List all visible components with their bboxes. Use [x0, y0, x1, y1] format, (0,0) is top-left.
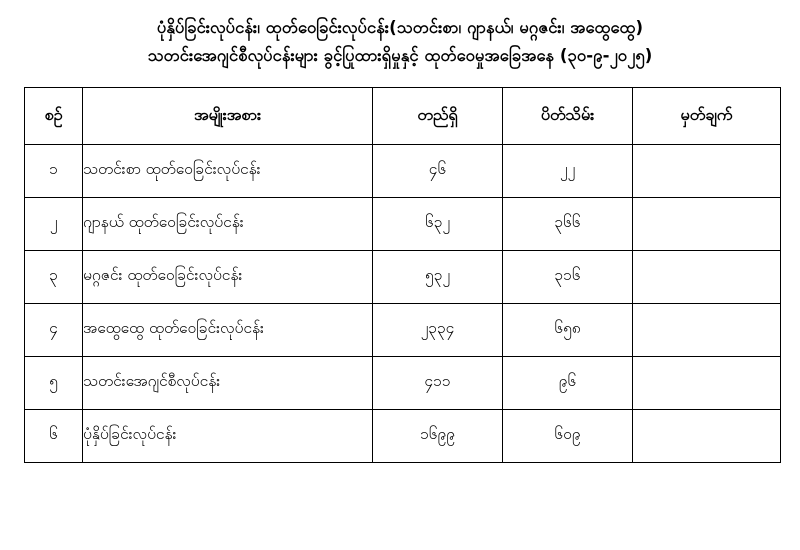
cell-type: သတင်းစာ ထုတ်ဝေခြင်းလုပ်ငန်း — [83, 144, 373, 197]
cell-type: သတင်းအေဂျင်စီလုပ်ငန်း — [83, 356, 373, 409]
cell-existing: ၆၃၂ — [373, 197, 503, 250]
cell-type: ဂျာနယ် ထုတ်ဝေခြင်းလုပ်ငန်း — [83, 197, 373, 250]
cell-existing: ၄၆ — [373, 144, 503, 197]
table-row — [25, 303, 781, 356]
cell-remark — [633, 356, 781, 409]
cell-remark — [633, 197, 781, 250]
title-line-1: ပုံနှိပ်ခြင်းလုပ်ငန်း၊ ထုတ်ဝေခြင်းလုပ်ငန်း(သတင်းစာ၊ ဂျာနယ်၊ မဂ္ဂဇင်း၊ အထွေထွေ) — [156, 18, 644, 37]
cell-type: ပုံနှိပ်ခြင်းလုပ်ငန်း — [83, 409, 373, 462]
table-row — [25, 250, 781, 303]
cell-existing: ၅၃၂ — [373, 250, 503, 303]
cell-remark — [633, 250, 781, 303]
cell-no: ၆ — [25, 409, 83, 462]
column-header-no: စဉ် — [25, 87, 83, 144]
column-header-existing: တည်ရှိ — [373, 87, 503, 144]
title-line-2: သတင်းအေဂျင်စီလုပ်ငန်းများ ခွင့်ပြုထားရှိမှုနှင့် ထုတ်ဝေမှုအခြေအနေ (၃၀-၉-၂၀၂၅) — [147, 46, 653, 66]
cell-no: ၄ — [25, 303, 83, 356]
table-row — [25, 144, 781, 197]
publishing-statistics-table — [24, 87, 781, 463]
column-header-closed: ပိတ်သိမ်း — [503, 87, 633, 144]
cell-type: မဂ္ဂဇင်း ထုတ်ဝေခြင်းလုပ်ငန်း — [83, 250, 373, 303]
cell-type: အထွေထွေ ထုတ်ဝေခြင်းလုပ်ငန်း — [83, 303, 373, 356]
cell-no: ၃ — [25, 250, 83, 303]
cell-closed: ၃၁၆ — [503, 250, 633, 303]
table-row — [25, 197, 781, 250]
cell-no: ၁ — [25, 144, 83, 197]
document-title — [30, 14, 770, 71]
cell-closed: ၂၂ — [503, 144, 633, 197]
cell-remark — [633, 409, 781, 462]
cell-closed: ၆၀၉ — [503, 409, 633, 462]
cell-remark — [633, 303, 781, 356]
table-row — [25, 356, 781, 409]
cell-no: ၂ — [25, 197, 83, 250]
cell-existing: ၁၆၉၉ — [373, 409, 503, 462]
table-row — [25, 409, 781, 462]
table-container — [18, 87, 782, 463]
cell-closed: ၉၆ — [503, 356, 633, 409]
table-header-row — [25, 87, 781, 144]
cell-remark — [633, 144, 781, 197]
cell-no: ၅ — [25, 356, 83, 409]
column-header-remark: မှတ်ချက် — [633, 87, 781, 144]
column-header-type: အမျိုးအစား — [83, 87, 373, 144]
cell-closed: ၆၅၈ — [503, 303, 633, 356]
cell-closed: ၃၆၆ — [503, 197, 633, 250]
cell-existing: ၂၃၃၄ — [373, 303, 503, 356]
cell-existing: ၄၁၁ — [373, 356, 503, 409]
